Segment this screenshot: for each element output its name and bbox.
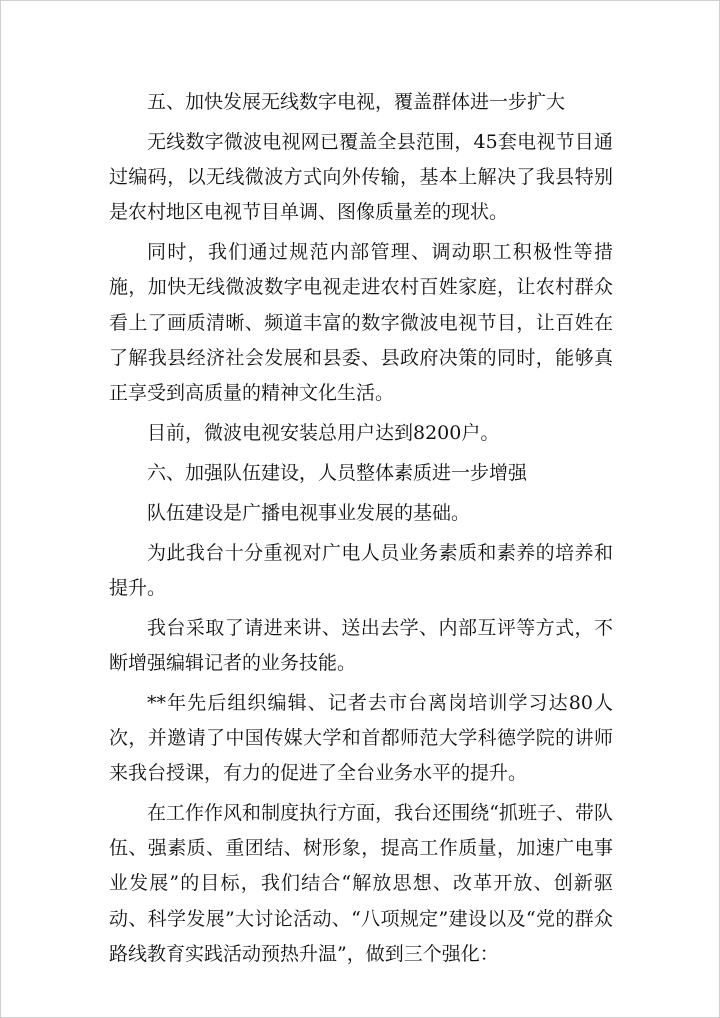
paragraph: 为此我台十分重视对广电人员业务素质和素养的培养和提升。 — [109, 541, 613, 599]
paragraph: 在工作作风和制度执行方面，我台还围绕“抓班子、带队伍、强素质、重团结、树形象，提高工作质量，加速广电事业发展”的目标，我们结合“解放思想、改革开放、创新驱动、科学发展”大讨论活动、“八项规定”建设以及“党的群众路线教育实践活动预热升温”，做到三个强化： — [109, 802, 613, 965]
paragraph: 同时，我们通过规范内部管理、调动职工积极性等措施，加快无线微波数字电视走进农村百姓家庭，让农村群众看上了画质清晰、频道丰富的数字微波电视节目，让百姓在了解我县经济社会发展和县委、县政府决策的同时，能够真正享受到高质量的精神文化生活。 — [109, 241, 613, 404]
document-body — [109, 85, 613, 977]
paragraph: 我台采取了请进来讲、送出去学、内部互评等方式，不断增强编辑记者的业务技能。 — [109, 616, 613, 674]
paragraph: 无线数字微波电视网已覆盖全县范围，45套电视节目通过编码，以无线微波方式向外传输，基本上解决了我县特别是农村地区电视节目单调、图像质量差的现状。 — [109, 130, 613, 224]
paragraph: 目前，微波电视安装总用户达到8200户。 — [147, 421, 500, 444]
paragraph: 队伍建设是广播电视事业发展的基础。 — [147, 501, 471, 524]
section-heading-5: 五、加快发展无线数字电视，覆盖群体进一步扩大 — [147, 91, 566, 113]
paragraph: **年先后组织编辑、记者去市台离岗培训学习达80人次，并邀请了中国传媒大学和首都师范大学科德学院的讲师来我台授课，有力的促进了全台业务水平的提升。 — [109, 691, 613, 785]
section-heading-6: 六、加强队伍建设，人员整体素质进一步增强 — [147, 461, 528, 484]
